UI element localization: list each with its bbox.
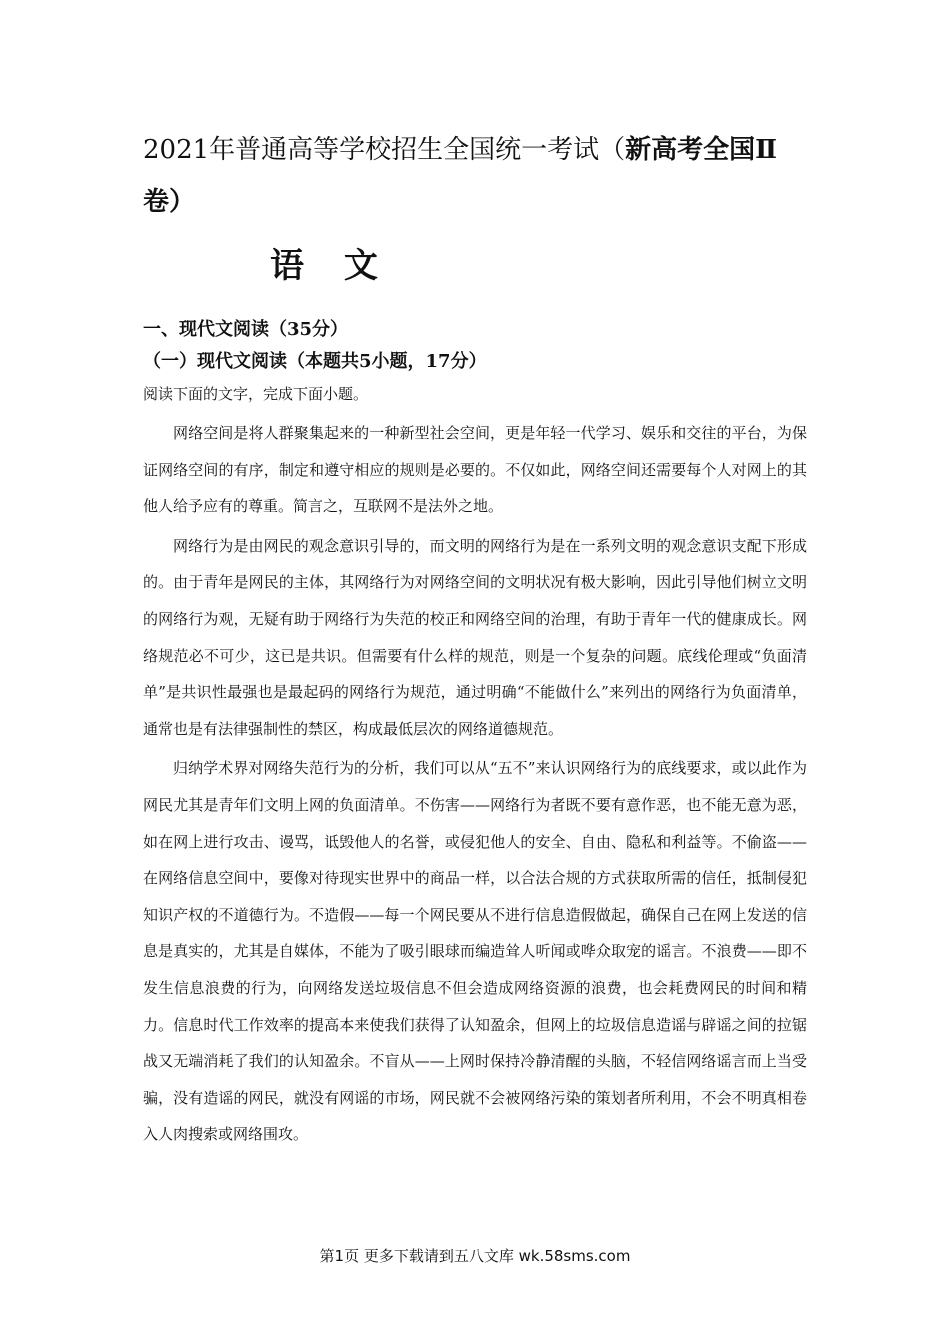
passage-paragraph: 网络行为是由网民的观念意识引导的，而文明的网络行为是在一系列文明的观念意识支配下形成的。由于青年是网民的主体，其网络行为对网络空间的文明状况有极大影响，因此引导他们树立文明的网络行为观，无疑有助于网络行为失范的校正和网络空间的治理，有助于青年一代的健康成长。网络规范必不可少，这已是共识。但需要有什么样的规范，则是一个复杂的问题。底线伦理或“负面清单”是共识性最强也是最起码的网络行为规范，通过明确“不能做什么”来列出的网络行为负面清单，通常也是有法律强制性的禁区，构成最低层次的网络道德规范。 <box>143 536 807 738</box>
exam-title-main: 2021年普通高等学校招生全国统一考试（ <box>143 135 626 165</box>
exam-title-paper: 新高考全国Ⅱ <box>625 135 778 165</box>
passage-paragraph: 归纳学术界对网络失范行为的分析，我们可以从“五不”来认识网络行为的底线要求，或以此作为网民尤其是青年们文明上网的负面清单。不伤害——网络行为者既不要有意作恶，也不能无意为恶，如在网上进行攻击、谩骂，诋毁他人的名誉，或侵犯他人的安全、自由、隐私和利益等。不偷盗——在网络信息空间中，要像对待现实世界中的商品一样，以合法合规的方式获取所需的信任，抵制侵犯知识产权的不道德行为。不造假——每一个网民要从不进行信息造假做起，确保自己在网上发送的信息是真实的，尤其是自媒体，不能为了吸引眼球而编造耸人听闻或哗众取宠的谣言。不浪费——即不发生信息浪费的行为，向网络发送垃圾信息不但会造成网络资源的浪费，也会耗费网民的时间和精力。信息时代工作效率的提高本来使我们获得了认知盈余，但网上的垃圾信息造谣与辟谣之间的拉锯战又无端消耗了我们的认知盈余。不盲从——上网时保持冷静清醒的头脑，不轻信网络谣言而上当受骗，没有造谣的网民，就没有网谣的市场，网民就不会被网络污染的策划者所利用，不会不明真相卷入人肉搜索或网络围攻。 <box>143 759 807 1144</box>
exam-title-tail: 卷） <box>143 187 196 217</box>
subject-title: 语 文 <box>270 246 392 286</box>
page-footer: 第1页 更多下载请到五八文库 wk.58sms.com <box>319 1247 631 1265</box>
reading-passage <box>143 415 807 1156</box>
section-heading: 一、现代文阅读（35分） <box>143 319 349 340</box>
passage-paragraph: 网络空间是将人群聚集起来的一种新型社会空间，更是年轻一代学习、娱乐和交往的平台，为保证网络空间的有序，制定和遵守相应的规则是必要的。不仅如此，网络空间还需要每个人对网上的其他人给予应有的尊重。简言之，互联网不是法外之地。 <box>143 424 807 516</box>
subsection-heading: （一）现代文阅读（本题共5小题，17分） <box>143 351 487 372</box>
exam-title <box>143 124 823 228</box>
reading-instruction: 阅读下面的文字，完成下面小题。 <box>143 385 369 403</box>
